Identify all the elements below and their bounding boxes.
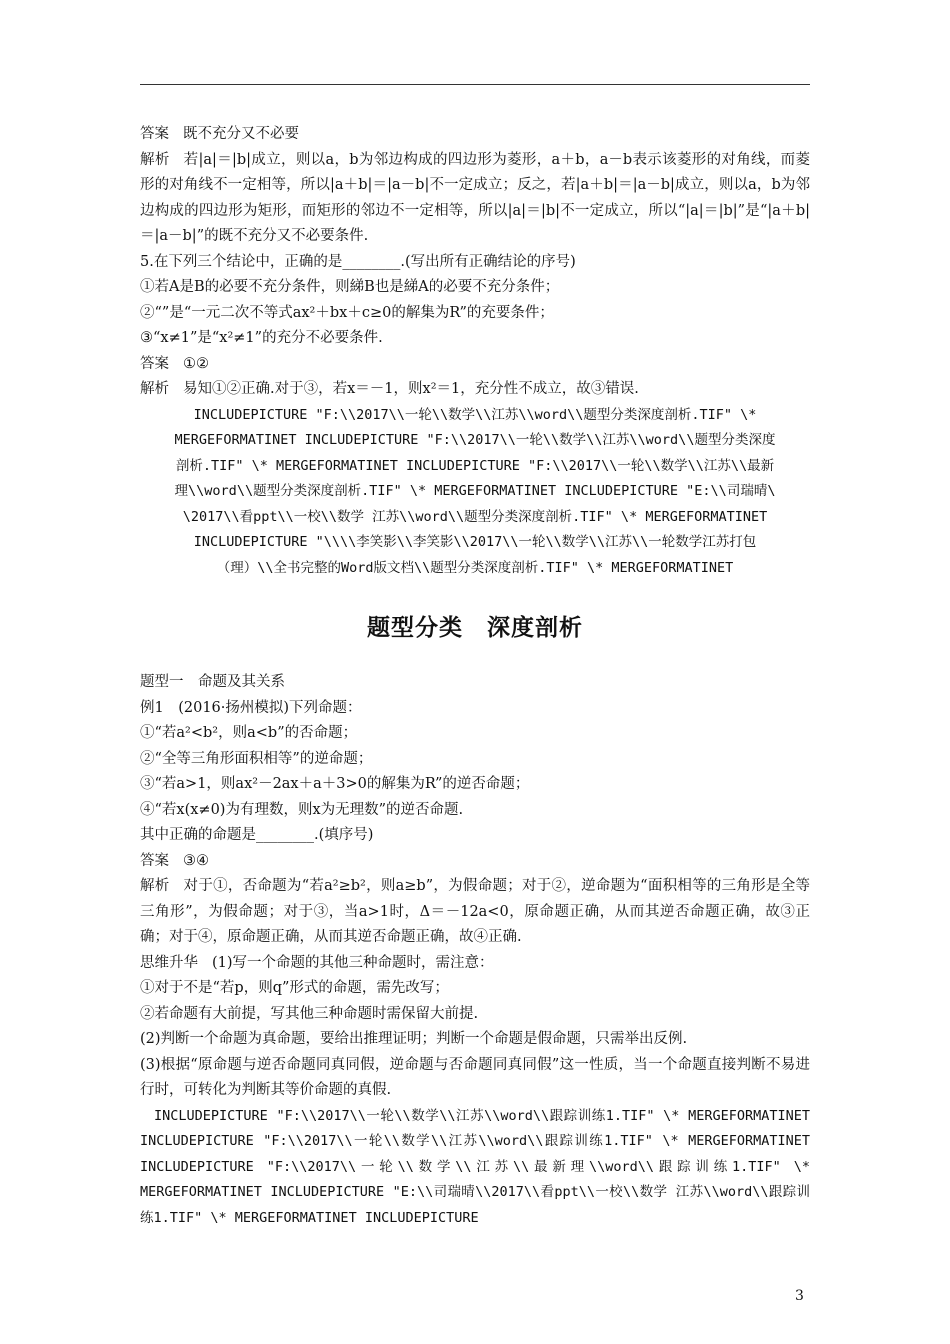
analysis-label: 解析 [140, 381, 169, 397]
question-5-item: ②“”是“一元二次不等式ax²＋bx＋c≥0的解集为R”的充要条件； [140, 304, 554, 321]
thinking-lead [140, 951, 810, 977]
include-field-line: 理\\word\\题型分类深度剖析.TIF" \* MERGEFORMATINET INCLUDEPICTURE "E:\\司瑞晴\ [174, 483, 776, 499]
answer-label: 答案 [140, 355, 169, 372]
question-5-analysis [140, 377, 810, 403]
example-item: ①“若a²<b²，则a<b”的否命题； [140, 725, 358, 741]
thinking-paragraph: (2)判断一个命题为真命题，要给出推理证明；判断一个命题是假命题，只需举出反例. [140, 1031, 688, 1047]
include-field-block [140, 403, 810, 582]
answer-text: ①② [183, 355, 209, 372]
include-field-line: 剖析.TIF" \* MERGEFORMATINET INCLUDEPICTURE "F:\\2017\\一轮\\数学\\江苏\\最新 [175, 457, 775, 474]
page-content [140, 122, 810, 1231]
section-title: 题型分类 深度剖析 [367, 615, 583, 641]
analysis-paragraph [140, 148, 810, 250]
answer-label: 答案 [140, 852, 169, 869]
question-5-item: ①若A是B的必要不充分条件，则綈B也是綈A的必要不充分条件； [140, 279, 560, 295]
analysis-text: 易知①②正确.对于③，若x＝－1，则x²＝1，充分性不成立，故③错误. [183, 381, 639, 397]
question-5-item: ③“x≠1”是“x²≠1”的充分不必要条件. [140, 330, 383, 346]
example-stem: 例1 (2016·扬州模拟)下列命题： [140, 699, 362, 716]
include-field-line: \2017\\看ppt\\一校\\数学 江苏\\word\\题型分类深度剖析.TIF" \* MERGEFORMATINET [182, 508, 768, 525]
analysis-label: 解析 [140, 151, 170, 168]
example-item: ④“若x(x≠0)为有理数，则x为无理数”的逆否命题. [140, 801, 464, 818]
question-5-stem: 5.在下列三个结论中，正确的是________.(写出所有正确结论的序号) [140, 253, 576, 270]
answer-line [140, 122, 810, 148]
include-field-line: INCLUDEPICTURE "F:\\2017\\一轮\\数学\\江苏\\word\\题型分类深度剖析.TIF" \* [193, 406, 757, 423]
answer-text: 既不充分又不必要 [183, 126, 299, 142]
example-answer [140, 849, 810, 875]
include-field-line: （理）\\全书完整的Word版文档\\题型分类深度剖析.TIF" \* MERGEFORMATINET [216, 559, 734, 576]
thinking-paragraph: (3)根据“原命题与逆否命题同真同假，逆命题与否命题同真同假”这一性质，当一个命题直接判断不易进行时，可转化为判断其等价命题的真假. [140, 1056, 810, 1098]
example-analysis [140, 874, 810, 951]
include-field-line: MERGEFORMATINET INCLUDEPICTURE "F:\\2017\\一轮\\数学\\江苏\\word\\题型分类深度 [174, 432, 776, 448]
header-rule [140, 84, 810, 85]
thinking-item: ①对于不是“若p，则q”形式的命题，需先改写； [140, 980, 449, 996]
answer-text: ③④ [183, 852, 209, 869]
type-heading: 题型一 命题及其关系 [140, 674, 285, 690]
example-item: ②“全等三角形面积相等”的逆命题； [140, 750, 373, 767]
analysis-label: 解析 [140, 878, 170, 894]
analysis-text: 对于①，否命题为“若a²≥b²，则a≥b”，为假命题；对于②，逆命题为“面积相等的三角形是全等三角形”，为假命题；对于③，当a>1时，Δ＝－12a<0，原命题正确，从而其逆否命题正确，故③正确；对于④，原命题正确，从而其逆否命题正确，故④正确. [140, 878, 811, 945]
question-5-answer [140, 352, 810, 378]
analysis-text: 若|a|＝|b|成立，则以a，b为邻边构成的四边形为菱形，a＋b，a－b表示该菱形的对角线，而菱形的对角线不一定相等，所以|a＋b|＝|a－b|不一定成立；反之，若|a＋b|＝|a－b|成立，则以a，b为邻边构成的四边形为矩形，而矩形的邻边不一定相等，所以|a|＝|b|不一定成立，所以“|a|＝|b|”是“|a＋b|＝|a－b|”的既不充分又不必要条件. [140, 151, 810, 244]
answer-label: 答案 [140, 126, 169, 142]
thinking-title: 思维升华 [140, 954, 198, 971]
thinking-lead-text: (1)写一个命题的其他三种命题时，需注意： [212, 954, 494, 971]
thinking-item: ②若命题有大前提，写其他三种命题时需保留大前提. [140, 1005, 479, 1022]
example-item: ③“若a>1，则ax²－2ax＋a＋3>0的解集为R”的逆否命题； [140, 776, 530, 792]
include-field-block-2: INCLUDEPICTURE "F:\\2017\\一轮\\数学\\江苏\\word\\跟踪训练1.TIF" \* MERGEFORMATINET INCLUDEPICTURE "F:\\2017\\一轮\\数学\\江苏\\word\\跟踪训练1.TIF" \* MERGEFORMATINET INCLUDEPICTURE "F:\\2017\\一轮\\数学\\江苏\\最新理\\word\\跟踪训练1.TIF" \* MERGEFORMATINET INCLUDEPICTURE "E:\\司瑞晴\\2017\\看ppt\\一校\\数学 江苏\\word\\跟踪训练1.TIF" \* MERGEFORMATINET INCLUDEPICTURE [140, 1107, 810, 1226]
example-question: 其中正确的命题是________.(填序号) [140, 827, 374, 843]
page-number: 3 [795, 1288, 804, 1304]
include-field-line: INCLUDEPICTURE "\\\\李笑影\\李笑影\\2017\\一轮\\数学\\江苏\\一轮数学江苏打包 [193, 534, 757, 550]
